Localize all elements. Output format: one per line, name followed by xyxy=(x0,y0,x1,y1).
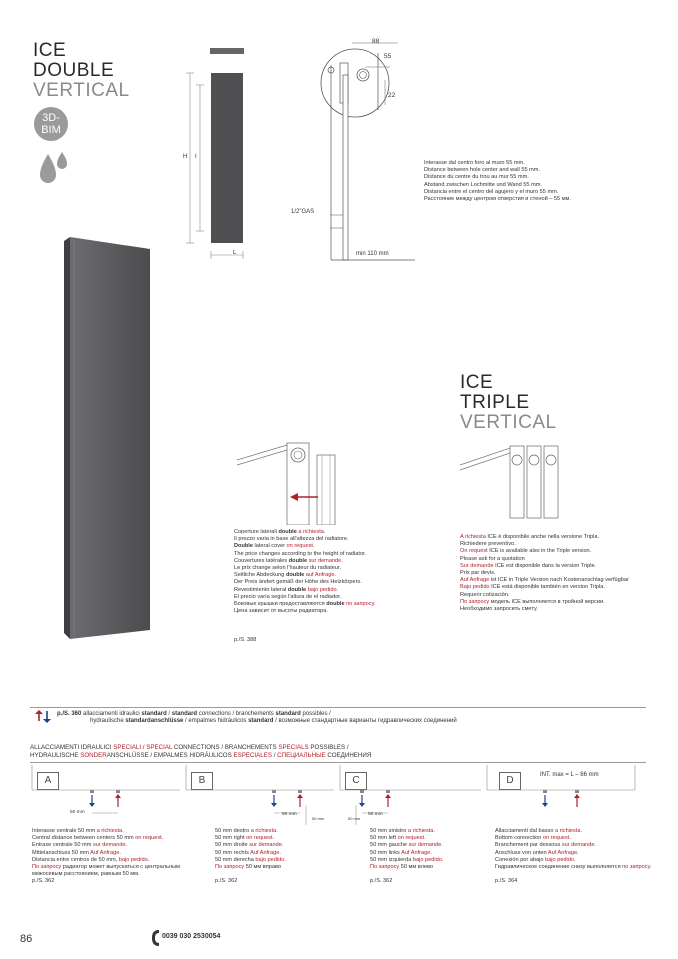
dim-i-label: I xyxy=(195,154,197,160)
text: standard xyxy=(171,711,198,717)
option-a-text xyxy=(32,828,180,886)
text: SPECIALI xyxy=(113,744,142,751)
text: bajo pedido. xyxy=(118,856,150,863)
text: По запросу xyxy=(370,864,400,871)
text: standard xyxy=(141,711,167,717)
text: on request. xyxy=(246,835,275,842)
text: possibles / xyxy=(300,711,331,717)
text: Prix par devis. xyxy=(460,570,496,577)
text: Bottom connection xyxy=(495,835,543,842)
option-c-dim: 50 mm xyxy=(368,812,383,817)
option-c-text xyxy=(370,828,443,885)
text: Couvertures latérales xyxy=(234,557,289,564)
text: 50 мм влево xyxy=(399,864,434,871)
text: Branchement par dessous xyxy=(495,842,562,849)
text: Le prix change selon l'hauteur du radiateur. xyxy=(234,565,342,572)
text: sur demande. xyxy=(249,842,284,849)
radiator-perspective-image xyxy=(58,235,153,640)
text: Allacciamenti dal basso xyxy=(495,828,556,834)
text: sur demande. xyxy=(92,842,128,849)
bim-badge-line1: 3D- xyxy=(42,112,60,124)
text: Distancia entre centros de 50 mm, xyxy=(32,856,119,863)
side-covers-ref: p./S. 388 xyxy=(234,637,257,643)
text: Seitliche Abdeckung xyxy=(234,572,286,579)
option-d-dim: INT. max = L – 86 mm xyxy=(540,772,599,778)
text: Double xyxy=(234,543,253,550)
divider xyxy=(30,707,646,708)
text: a richiesta. xyxy=(96,828,124,834)
text: double xyxy=(285,572,305,579)
text: ANSCHLÜSSE / EMPALMES HIDRÁULICOS xyxy=(106,751,234,759)
standard-connections-text xyxy=(57,711,457,725)
text: / xyxy=(166,711,172,717)
text: 50 mm izquierda xyxy=(370,856,413,863)
text: SPECIAL xyxy=(146,744,173,751)
text: a richiesta. xyxy=(250,828,278,834)
option-a-diagram xyxy=(30,765,182,825)
wall-distance-line: Distance between hole center and wall 55 mm. xyxy=(424,167,540,174)
text: SPECIALS xyxy=(278,744,309,751)
option-d-box: D xyxy=(499,772,521,790)
text: standard xyxy=(248,718,274,725)
option-c-ref: p./S. 362 xyxy=(370,878,393,885)
text: sur demande. xyxy=(307,557,343,564)
text: / empalmes hidráulicos xyxy=(183,718,249,725)
text: Conexión por abajo xyxy=(495,856,546,863)
text: Mittelanschluss 50 mm xyxy=(32,849,91,856)
text: double xyxy=(288,557,308,564)
text: Auf Anfrage. xyxy=(401,849,432,856)
option-b-box: B xyxy=(191,772,213,790)
text: A richiesta xyxy=(460,534,486,540)
title-ice: ICE xyxy=(33,40,67,61)
wall-distance-line: Расстояние между центром отверстия и стеной – 55 мм. xyxy=(424,196,571,203)
text: On request xyxy=(460,548,488,555)
text: Anschluss von unten xyxy=(495,849,548,856)
text: СОЕДИНЕНИЯ xyxy=(325,751,372,759)
wall-distance-text xyxy=(424,160,571,203)
option-c-box: C xyxy=(345,772,367,790)
text: bajo pedido. xyxy=(306,586,339,593)
text: bajo pedido. xyxy=(255,856,286,863)
triple-text xyxy=(460,534,629,613)
option-d-text xyxy=(495,828,651,885)
option-a-ref: p./S. 362 xyxy=(32,878,55,885)
triple-drawing xyxy=(455,440,565,520)
text: ICE is available also in the Triple version. xyxy=(487,548,592,555)
side-covers-text xyxy=(234,529,375,615)
gas-label: 1/2"GAS xyxy=(291,209,315,215)
text: по запросу. xyxy=(622,864,652,871)
text: allacciamenti idraulici xyxy=(81,711,142,717)
text: CONNECTIONS / BRANCHEMENTS xyxy=(172,744,279,751)
text: 50 mm droite xyxy=(215,842,250,849)
text: ESPECIALES xyxy=(233,751,272,759)
text: 50 mm rechts xyxy=(215,849,251,856)
divider xyxy=(30,762,646,763)
title-triple-vertical: VERTICAL xyxy=(460,412,557,433)
text: Revestimiento lateral xyxy=(234,586,288,593)
text: Bajo pedido xyxy=(460,584,490,591)
text: standard xyxy=(275,711,301,717)
text: Der Preis ändert gemäß der Höhe des Heizkörpers. xyxy=(234,579,362,586)
dim-88-label: 88 xyxy=(372,38,380,45)
text: 50 mm links xyxy=(370,849,402,856)
text: sur demande. xyxy=(561,842,597,849)
phone-number[interactable]: 0039 030 2530054 xyxy=(162,933,221,940)
text: ICE è disponibile anche nella versione Tripla. xyxy=(485,534,599,540)
text: 50 mm right xyxy=(215,835,247,842)
option-a-dim: 50 mm xyxy=(70,810,85,815)
text: ALLACCIAMENTI IDRAULICI xyxy=(30,744,114,751)
title-ice-triple: ICE xyxy=(460,372,494,393)
dim-l-label: L xyxy=(233,250,237,256)
text: connections / branchements xyxy=(197,711,276,717)
text: The price changes according to the height of radiator. xyxy=(234,550,367,557)
text: on request. xyxy=(286,543,315,550)
text: a richiesta. xyxy=(296,529,326,535)
text: По запросу xyxy=(215,864,245,871)
text: радиатор может выпускаться с центральным xyxy=(61,864,180,871)
text: Interasse centrale 50 mm xyxy=(32,828,97,834)
text: lateral cover xyxy=(252,543,287,550)
text: СПЕЦИАЛЬНЫЕ xyxy=(277,751,326,759)
text: on request. xyxy=(542,835,571,842)
text: Please ask for a quotation xyxy=(460,555,525,562)
min-distance-label: min 110 mm xyxy=(356,251,389,257)
wall-distance-line: Distancia entre el centro del agujero y el muro 55 mm. xyxy=(424,188,559,195)
text: hydraulische xyxy=(90,718,126,725)
text: 50 mm sinistro xyxy=(370,828,408,834)
dim-h-label: H xyxy=(183,154,188,160)
text: / xyxy=(141,744,147,751)
title-triple: TRIPLE xyxy=(460,392,530,413)
front-view-drawing xyxy=(180,45,270,265)
text: 50 мм вправо xyxy=(244,864,282,871)
text: bajo pedido. xyxy=(545,856,576,863)
text: El precio varía según l'altura de el radiador. xyxy=(234,593,342,600)
double-cover-drawing xyxy=(232,435,352,525)
wall-distance-line: Abstand zwischen Lochmitte und Wand 55 mm. xyxy=(424,181,542,188)
wall-distance-line: Distance du centre du trou au mur 55 mm. xyxy=(424,174,529,181)
text: Необходимо запросить смету. xyxy=(460,606,538,613)
text: Entraxe centrale 50 mm xyxy=(32,842,93,849)
option-b-dim2: 50 mm xyxy=(312,816,325,821)
text: double xyxy=(287,586,307,593)
title-vertical: VERTICAL xyxy=(33,80,130,101)
page-number: 86 xyxy=(20,933,33,945)
text: standardanschlüsse xyxy=(125,718,184,725)
text: По запросу xyxy=(32,864,62,871)
text: По запросу xyxy=(460,598,490,605)
text: Auf Anfrage. xyxy=(90,849,121,856)
dim-55-label: 55 xyxy=(384,53,392,60)
text: Цена зависит от высоты радиатора. xyxy=(234,608,328,615)
special-connections-header xyxy=(30,744,371,759)
phone-icon xyxy=(150,929,162,947)
text: Requerir cotización. xyxy=(460,591,510,598)
text: модель ICE выполняется в тройной версии. xyxy=(489,598,605,605)
title-double: DOUBLE xyxy=(33,60,115,81)
text: bajo pedido. xyxy=(412,856,444,863)
text: POSSIBLES / xyxy=(308,744,349,751)
option-c-dim2: 50 mm xyxy=(348,816,361,821)
text: Auf Anfrage. xyxy=(547,849,579,856)
text: 50 mm derecha xyxy=(215,856,256,863)
text: double xyxy=(326,601,345,608)
bim-badge xyxy=(34,107,68,141)
option-b-text xyxy=(215,828,286,885)
text: 50 mm left xyxy=(370,835,398,842)
text: 50 mm gauche xyxy=(370,842,409,849)
text: по запросу. xyxy=(344,601,376,608)
text: Гидравлическое соединение снизу выполняется xyxy=(495,864,623,871)
text: Auf Anfrage xyxy=(460,577,490,584)
text: auf Anfrage. xyxy=(304,572,337,579)
dim-22-label: 22 xyxy=(388,92,396,99)
text: a richiesta. xyxy=(407,828,435,834)
wall-distance-line: Interasse dal centro foro al muro 55 mm. xyxy=(424,160,525,166)
text: SONDER xyxy=(80,751,107,759)
option-a-box: A xyxy=(37,772,59,790)
text: 50 mm destro xyxy=(215,828,251,834)
option-d-ref: p./S. 364 xyxy=(495,878,518,885)
flow-arrows-icon xyxy=(34,710,52,724)
text: Боковые крышки предоставляются xyxy=(234,601,327,608)
text: ICE est disponible dans la version Triple. xyxy=(493,562,597,569)
text: межосевым расстоянием, равным 50 мм. xyxy=(32,871,140,878)
text: HYDRAULISCHE xyxy=(30,751,81,759)
text: Richiedere preventivo. xyxy=(460,541,516,548)
text: on request. xyxy=(397,835,426,842)
text: on request. xyxy=(135,835,164,842)
text: Auf Anfrage. xyxy=(250,849,281,856)
text: Central distance between centers 50 mm xyxy=(32,835,136,842)
text: ist ICE in Triple Version nach Kostenanschlag verfügbar xyxy=(489,577,629,584)
bim-badge-line2: BIM xyxy=(41,124,61,136)
text: p./S. 360 xyxy=(57,711,82,717)
text: ICE está disponible también en version Tripla. xyxy=(489,584,605,591)
water-drops-icon xyxy=(38,150,70,186)
text: Sur demande xyxy=(460,562,494,569)
text: / xyxy=(271,751,278,759)
option-b-ref: p./S. 362 xyxy=(215,878,238,885)
text: Coperture laterali xyxy=(234,529,279,535)
text: / возможные стандартные варианты гидравлических соединений xyxy=(273,718,457,725)
text: a richiesta. xyxy=(555,828,583,834)
text: sur demande. xyxy=(408,842,443,849)
side-view-drawing xyxy=(290,25,420,265)
text: double xyxy=(278,529,297,535)
option-b-dim: 50 mm xyxy=(282,812,297,817)
text: Il prezzo varia in base all'altezza del radiatore. xyxy=(234,536,349,543)
